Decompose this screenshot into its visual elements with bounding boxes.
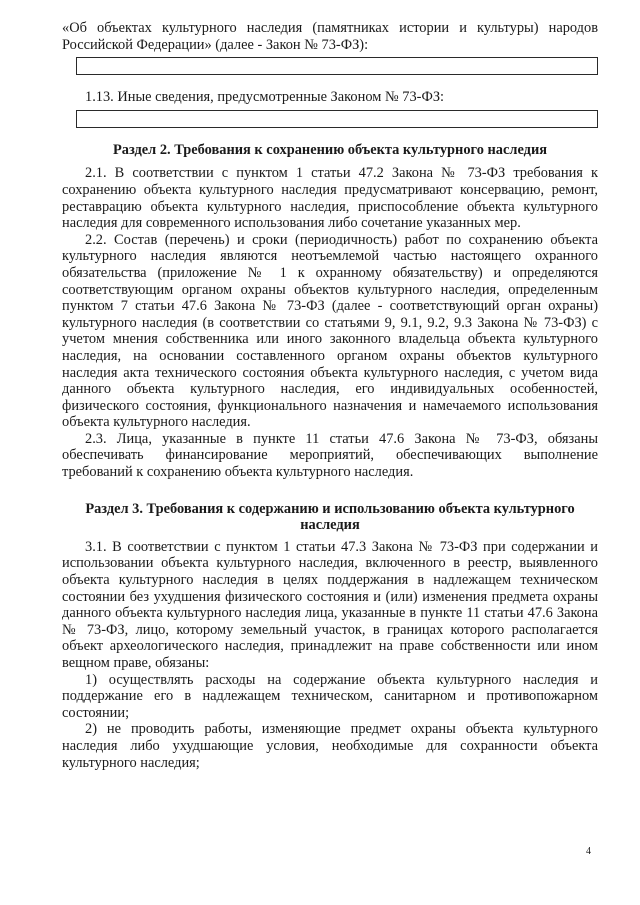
section-3-title: Раздел 3. Требования к содержанию и использованию объекта культурного наследия [85, 500, 575, 534]
fill-in-field-2[interactable] [76, 110, 598, 128]
section-3-paragraph-1: 3.1. В соответствии с пунктом 1 статьи 47.3 Закона № 73-ФЗ при содержании и использовании объекта культурного наследия, включенного в реестр, выявленного объекта культурного наследия в целях поддержания в надлежащем техническом состоянии без ухудшения физического состояния и (или) изменения предмета охраны данного объекта культурного наследия лица, указанные в пункте 11 статьи 47.6 Закона № 73-ФЗ, лицо, которому земельный участок, в границах которого располагается объект археологического наследия, принадлежит на праве собственности или ином вещном праве, обязаны: [62, 538, 598, 671]
page-number: 4 [586, 846, 591, 857]
section-3-item-1: 1) осуществлять расходы на содержание объекта культурного наследия и поддержание его в надлежащем техническом, санитарном и противопожарном состоянии; [62, 671, 598, 721]
item-1-13-paragraph: 1.13. Иные сведения, предусмотренные Законом № 73-ФЗ: [85, 89, 445, 106]
section-2-paragraph-3: 2.3. Лица, указанные в пункте 11 статьи 47.6 Закона № 73-ФЗ, обязаны обеспечивать финансирование мероприятий, обеспечивающих выполнение требований к сохранению объекта культурного наследия. [62, 430, 598, 481]
intro-paragraph: «Об объектах культурного наследия (памятниках истории и культуры) народов Российской Федерации» (далее - Закон № 73-ФЗ): [62, 20, 598, 53]
fill-in-field-1[interactable] [76, 57, 598, 75]
section-3-item-2: 2) не проводить работы, изменяющие предмет охраны объекта культурного наследия либо ухудшающие условия, необходимые для сохранности объекта культурного наследия; [62, 721, 598, 771]
section-2-paragraph-2: 2.2. Состав (перечень) и сроки (периодичность) работ по сохранению объекта культурного наследия являются неотъемлемой частью настоящего охранного обязательства (приложение № 1 к охранному обязательству) и определяются соответствующим органом охраны объектов культурного наследия, определенным пунктом 7 статьи 47.6 Закона № 73-ФЗ (далее - соответствующий орган охраны) культурного наследия (в соответствии со статьями 9, 9.1, 9.2, 9.3 Закона № 73-ФЗ) с учетом мнения собственника или иного законного владельца объекта культурного наследия, на основании составленного органом охраны объектов культурного наследия акта технического состояния объекта культурного наследия, с учетом вида данного объекта культурного наследия, его индивидуальных особенностей, физического состояния, функционального назначения и намечаемого использования объекта культурного наследия. [62, 231, 598, 431]
section-2-title: Раздел 2. Требования к сохранению объекта культурного наследия [112, 141, 548, 158]
document-page [62, 20, 598, 771]
section-2-paragraph-1: 2.1. В соответствии с пунктом 1 статьи 47.2 Закона № 73-ФЗ требования к сохранению объекта культурного наследия предусматривают консервацию, ремонт, реставрацию объекта культурного наследия, приспособление объекта культурного наследия для современного использования либо сочетание указанных мер. [62, 165, 598, 232]
